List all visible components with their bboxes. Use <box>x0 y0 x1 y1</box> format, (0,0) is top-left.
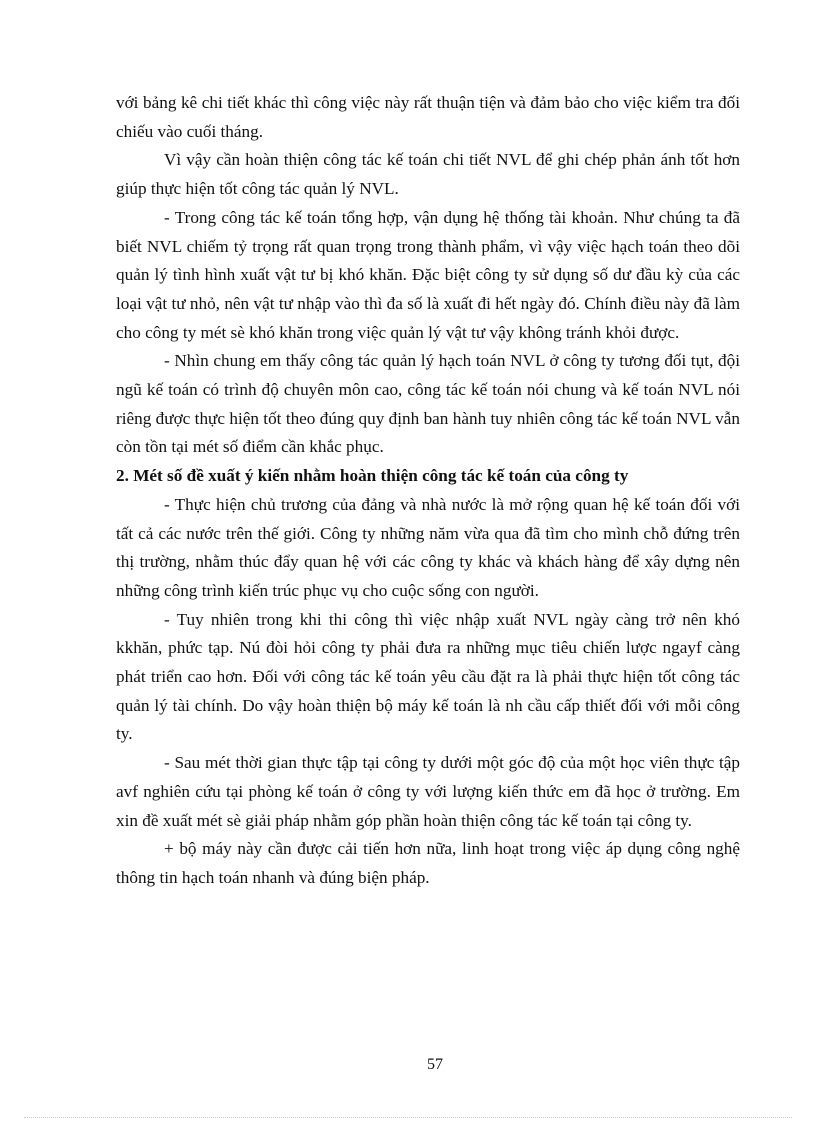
paragraph: - Thực hiện chủ trương của đảng và nhà nước là mở rộng quan hệ kế toán đối với tất cả các nước trên thế giới. Công ty những năm vừa qua đã tìm cho mình chỗ đứng trên thị trường, nhằm thúc đẩy quan hệ với các công ty khác và khách hàng để xây dựng nên những công trình kiến trúc phục vụ cho cuộc sống con người. <box>116 494 740 600</box>
page-bottom-divider <box>24 1117 792 1118</box>
paragraph: - Sau mét thời gian thực tập tại công ty dưới một góc độ của một học viên thực tập avf nghiên cứu tại phòng kế toán ở công ty với lượng kiến thức em đã học ở trường. Em xin đề xuất mét sè giải pháp nhằm góp phần hoàn thiện công tác kế toán tại công ty. <box>116 753 740 830</box>
section-heading: 2. Mét số đề xuất ý kiến nhằm hoàn thiện công tác kế toán của công ty <box>116 466 629 486</box>
paragraph: - Trong công tác kế toán tổng hợp, vận dụng hệ thống tài khoản. Như chúng ta đã biết NVL chiếm tỷ trọng rất quan trọng trong thành phẩm, vì vậy việc hạch toán theo dõi quản lý tình hình xuất vật tư bị khó khăn. Đặc biệt công ty sử dụng số dư đầu kỳ của các loại vật tư nhỏ, nên vật tư nhập vào thì đa số là xuất đi hết ngày đó. Chính điều này đã làm cho công ty mét sè khó khăn trong việc quản lý vật tư vậy không tránh khỏi được. <box>116 207 740 342</box>
paragraph-continued: với bảng kê chi tiết khác thì công việc này rất thuận tiện và đảm bảo cho việc kiểm tra đối chiếu vào cuối tháng. <box>116 93 740 141</box>
paragraph: Vì vậy cần hoàn thiện công tác kế toán chi tiết NVL để ghi chép phản ánh tốt hơn giúp thực hiện tốt công tác quản lý NVL. <box>116 150 740 199</box>
paragraph: - Nhìn chung em thấy công tác quản lý hạch toán NVL ở công ty tương đối tụt, đội ngũ kế toán có trình độ chuyên môn cao, công tác kế toán nói chung và kế toán NVL nói riêng được thực hiện tốt theo đúng quy định ban hành tuy nhiên công tác kế toán NVL vẫn còn tồn tại mét số điểm cần khắc phục. <box>116 351 740 457</box>
paragraph: + bộ máy này cần được cải tiến hơn nữa, linh hoạt trong việc áp dụng công nghệ thông tin hạch toán nhanh và đúng biện pháp. <box>116 839 740 887</box>
document-body <box>116 89 740 893</box>
paragraph: - Tuy nhiên trong khi thi công thì việc nhập xuất NVL ngày càng trở nên khó kkhăn, phức tạp. Nú đòi hỏi công ty phải đưa ra những mục tiêu chiến lược ngayf càng phát triển cao hơn. Đối với công tác kế toán yêu cầu đặt ra là phải thực hiện tốt công tác quản lý tài chính. Do vậy hoàn thiện bộ máy kế toán là nh cầu cấp thiết đối với mỗi công ty. <box>116 609 740 744</box>
page-number: 57 <box>427 1056 443 1073</box>
